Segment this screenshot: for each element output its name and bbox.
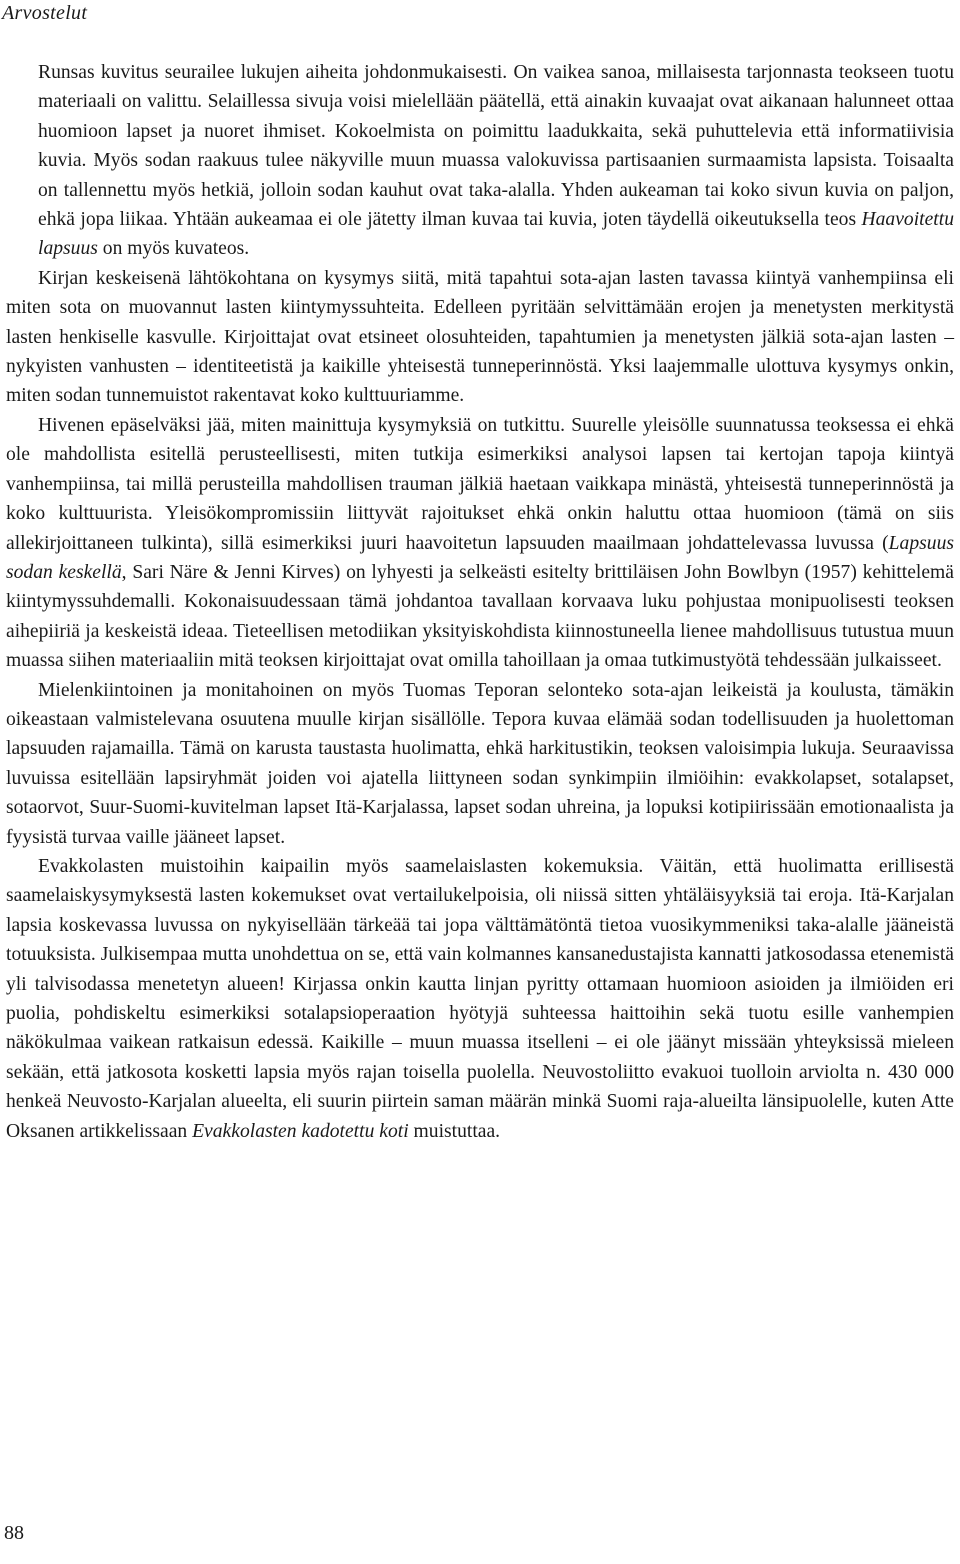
page-number: 88 xyxy=(4,1522,24,1544)
paragraph-2-inline: Kirjan keskeisenä lähtökohtana on kysymys siitä, mitä tapahtui sota-ajan lasten tavassa kiintyä vanhempiinsa eli miten sota on muovannut lasten kiintymyssuhteita. Edelleen pyritään selvittämään erojen ja menetysten merkitystä lasten henkiselle kasvulle. Kirjoittajat ovat etsineet olosuhteiden, tapahtumien ja menetysten jälkiä sota-ajan lasten – nykyisten vanhusten – identiteetistä ja kaikille yhteisestä tunneperinnöstä. Yksi laajemmalle ulottuva kysymys onkin, miten sodan tunnemuistot rakentavat koko kulttuuriamme. xyxy=(6,267,954,407)
article-title-evakkolasten-kadotettu-koti: Evakkolasten kadotettu koti xyxy=(192,1120,409,1142)
paragraph-5-text-a: Evakkolasten muistoihin kaipailin myös saamelaislasten kokemuksia. Väitän, että huolimatta erillisestä saamelaiskysymyksestä lasten kokemukset ovat vertailukelpoisia, oli niissä sitten yhtäläisyyksiä tai eroja. Itä-Karjalan lapsia koskevassa luvussa on nykyisellään tärkeää tai jopa välttämätöntä tietoa vuosikymmeniksi taka-alalle jääneistä totuuksista. Julkisempaa mutta unohdettua on se, että vain kolmannes kansanedustajista kannatti jatkosodassa etenemistä yli talvisodassa menetetyn alueen! Kirjassa onkin kautta linjan pyritty ottamaan huomioon asioiden ja ilmiöiden eri puolia, pohdiskeltu esimerkiksi sotalapsioperaation hyötyjä suhteessa haittoihin sekä tuotu esille vanhempien näkökulmaa vaikean ratkaisun edessä. Kaikille – muun muassa itselleni – ei ole jäänyt missään yhteyksissä mieleen sekään, että jatkosota kosketti lapsia myös rajan toisella puolella. Neuvostoliitto evakuoi tuolloin arviolta n. 430 000 henkeä Neuvosto-Karjalan alueelta, eli suurin piirtein saman määrän minkä Suomi raja-alueilta länsipuolelle, kuten Atte Oksanen artikkelissaan xyxy=(6,855,954,1142)
book-title-haavoitettu-lapsuus: Haavoitettu lapsuus xyxy=(38,209,954,260)
paragraph-1 xyxy=(6,58,954,264)
paragraph-3-text-b: , Sari Näre & Jenni Kirves) on lyhyesti ja selkeästi esitelty brittiläisen John Bowlbyn (1957) kehittelemä kiintymyssuhdemalli. Kokonaisuudessaan tämä johdantoa tavallaan korvaava luku pohjustaa monipuolisesti teoksen aihepiiriä ja keskeistä ideaa. Tieteellisen metodiikan yksityiskohdista kiinnostuneella lienee mahdollisuus tutustua muun muassa siihen materiaaliin mitä teoksen kirjoittajat ovat omilla tahoillaan ja omaa tutkimustyötä tehdessään julkaisseet. xyxy=(6,561,954,672)
chapter-title-lapsuus-sodan-keskella: Lapsuus sodan keskellä xyxy=(6,532,954,583)
paragraph-3-text-a: Hivenen epäselväksi jää, miten mainittuja kysymyksiä on tutkittu. Suurelle yleisölle suunnatussa teoksessa ei ehkä ole mahdollista esitellä perusteellisesti, miten tutkija esimerkiksi analysoi lapsen tai kertojan tapoja kiintyä vanhempiinsa, tai millä perusteilla mahdollisen trauman jälkiä haetaan vaikkapa minästä, yhteisestä tunneperinnöstä ja koko kulttuurista. Yleisökompromissiin liittyvät rajoitukset ehkä onkin haluttu ottaa huomioon (tämä on siis allekirjoittaneen tulkinta), sillä esimerkiksi juuri haavoitetun lapsuuden maailmaan johdattelevassa luvussa ( xyxy=(6,414,954,554)
paragraph-4-text: Mielenkiintoinen ja monitahoinen on myös Tuomas Teporan selonteko sota-ajan leikeistä ja koulusta, tämäkin oikeastaan valmistelevana osuutena muulle kirjan sisällölle. Tepora kuvaa elämää sodan todellisuuden ja huolettoman lapsuuden rajamailla. Tämä on karusta taustasta huolimatta, ehkä harkitustikin, teoksen valoisimpia lukuja. Seuraavissa luvuissa esitellään lapsiryhmät joiden voi ajatella liittyneen sodan synkimpiin ilmiöihin: evakkolapset, sotalapset, sotaorvot, Suur-Suomi-kuvitelman lapset Itä-Karjalassa, lapset sodan uhreina, ja lopuksi kotipiirissään emotionaalista ja fyysistä turvaa vaille jääneet lapset. xyxy=(6,679,954,848)
paragraph-5-text-b: muistuttaa. xyxy=(408,1120,501,1142)
paragraph-5 xyxy=(6,852,954,1146)
paragraph-2 xyxy=(6,264,954,411)
paragraph-1-text-b: on myös kuvateos. xyxy=(97,238,250,260)
running-header: Arvostelut xyxy=(2,2,88,24)
article-body xyxy=(6,58,954,1146)
paragraph-4 xyxy=(6,676,954,852)
paragraph-3 xyxy=(6,411,954,676)
paragraph-1-text-a: Runsas kuvitus seurailee lukujen aiheita johdonmukaisesti. On vaikea sanoa, millaisesta tarjonnasta teokseen tuotu materiaali on valittu. Selaillessa sivuja voisi mielellään päätellä, että ainakin kuvaajat ovat aikanaan halunneet ottaa huomioon lapset ja nuoret ihmiset. Kokoelmista on poimittu laadukkaita, sekä puhuttelevia että informatiivisia kuvia. Myös sodan raakuus tulee näkyville muun muassa valokuvissa partisaanien surmaamista lapsista. Toisaalta on tallennettu myös hetkiä, jolloin sodan kauhut ovat taka-alalla. Yhden aukeaman tai koko sivun kuvia on paljon, ehkä jopa liikaa. Yhtään aukeamaa ei ole jätetty ilman kuvaa tai kuvia, joten täydellä oikeutuksella teos xyxy=(38,62,954,231)
